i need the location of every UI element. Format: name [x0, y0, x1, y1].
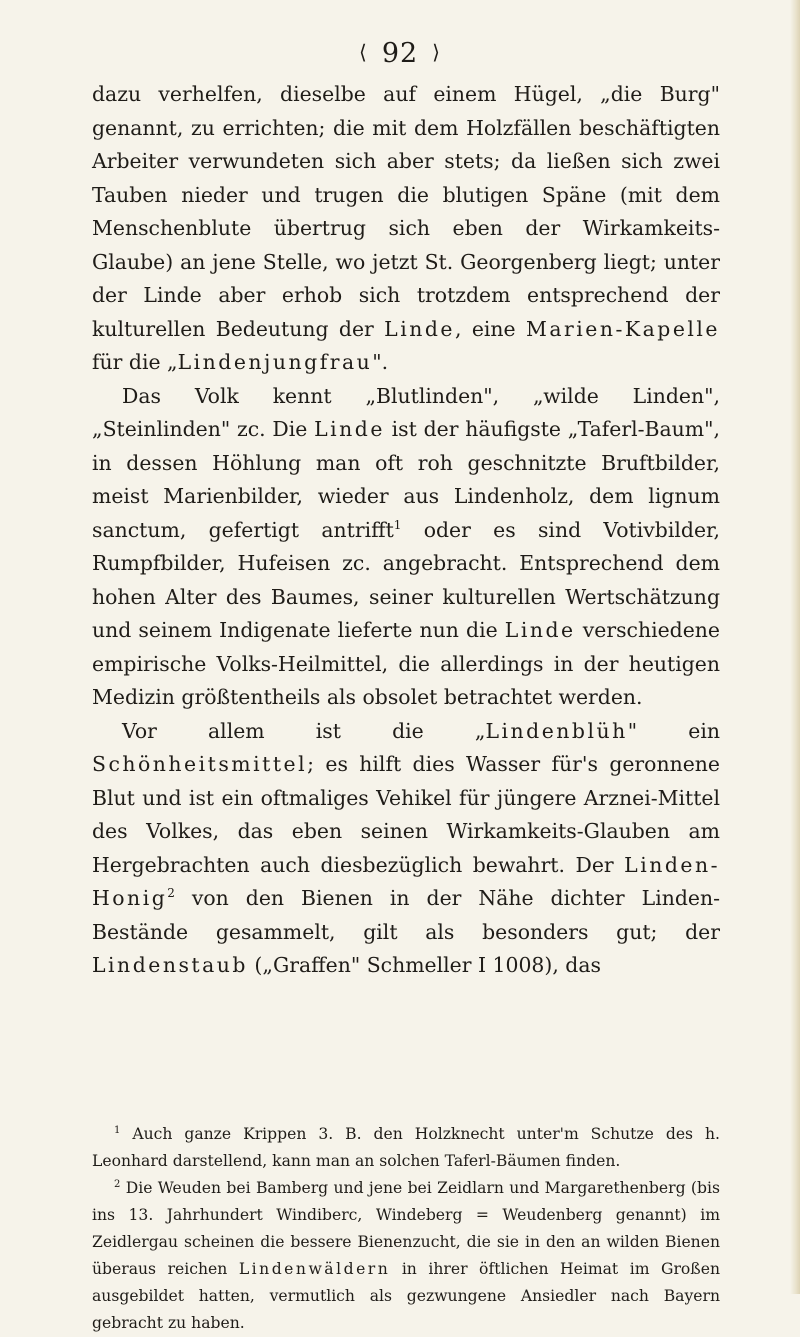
emphasis-marien-kapelle: Marien-Kapelle	[525, 316, 720, 341]
footnote-number: 1	[114, 1124, 121, 1136]
paragraph-3: Vor allem ist die „Lindenblüh" ein Schönheitsmittel; es hilft dies Wasser für's geronnene Blut und ist ein oftmaliges Vehikel für jüngere Arznei-Mittel des Volkes, das eben seinen Wirkamkeits-Glauben am Hergebrachten auch diesbezüglich bewahrt. Der Linden-Honig$^2$ von den Bienen in der Nähe dichter Linden-Beständе gesammelt, gilt als besonders gut; der Lindenstaub („Graffen" Schmeller I 1008), das	[92, 718, 720, 977]
page-edge	[790, 0, 800, 1294]
ornament-left-icon: ⟨	[359, 40, 368, 64]
emphasis-linde: Linde	[504, 618, 576, 642]
footnote-ref-2: 2	[167, 886, 175, 901]
footnote-1: $^1$ Auch ganze Krippen 3. B. den Holzknecht unter'm Schutze des h. Leonhard darstellend, kann man an solchen Taferl-Bäumen finden.	[92, 1124, 720, 1170]
footnotes	[92, 1121, 720, 1337]
paragraph-2: Das Volk kennt „Blutlinden", „wilde Linden", „Steinlinden" zc. Die Linde ist der häufigste „Taferl-Baum", in dessen Höhlung man oft roh geschnitzte Bruftbilder, meist Marienbilder, wieder aus Lindenholz, dem lignum sanctum, gefertigt antrifft$^1$ oder es sind Votivbilder, Rumpfbilder, Hufeisen zc. angebracht. Entsprechend dem hohen Alter des Baumes, seiner kulturellen Wertschätzung und seinem Indigenate lieferte nun die Linde verschiedene empirische Volks-Heilmittel, die allerdings in der heutigen Medizin größtentheils als obsolet betrachtet werden.	[92, 383, 721, 709]
emphasis-linde: Linde	[384, 316, 455, 341]
paragraph-1: dazu verhelfen, dieselbe auf einem Hügel, „die Burg" genannt, zu errichten; die mit dem Holzfällen beschäftigten Arbeiter verwundeten sich aber stets; da ließen sich zwei Tauben nieder und trugen die blutigen Späne (mit dem Menschenblute übertrug sich eben der Wirkamkeits-Glaube) an jene Stelle, wo jetzt St. Georgenberg liegt; unter der Linde aber erhob sich trotzdem entsprechend der kulturellen Bedeutung der Linde, eine Marien-Kapelle für die „Lindenjungfrau".	[92, 82, 720, 374]
emphasis-lindenwaeldern: Lindenwäldern	[238, 1260, 391, 1278]
body-text	[92, 78, 720, 983]
ornament-right-icon: ⟩	[432, 40, 441, 64]
footnote-2: $^2$ Die Weuden bei Bamberg und jene bei Zeidlarn und Margarethenberg (bis ins 13. Jahrhundert Windiberc, Windeberg = Weudenberg genannt) im Zeidlergau scheinen die bessere Bienenzucht, die sie in den an wilden Bienen überaus reichen Lindenwäldern in ihrer öftlichen Heimat im Großen ausgebildet hatten, vermutlich als gezwungene Ansiedler nach Bayern gebracht zu haben.	[92, 1178, 720, 1332]
footnote-number: 2	[114, 1178, 121, 1190]
page-number: 92	[381, 38, 419, 69]
emphasis-lindenjungfrau: Lindenjungfrau	[177, 350, 373, 374]
emphasis-linde: Linde	[314, 417, 385, 441]
emphasis-lindenstaub: Lindenstaub	[92, 953, 248, 977]
footnote-ref-1: 1	[393, 517, 402, 532]
emphasis-schoenheitsmittel: Schönheitsmittel	[92, 752, 308, 776]
emphasis-linden-honig: Linden-Honig	[92, 852, 720, 910]
page-header	[0, 38, 800, 69]
emphasis-lindenblueh: Lindenblüh	[485, 718, 628, 743]
